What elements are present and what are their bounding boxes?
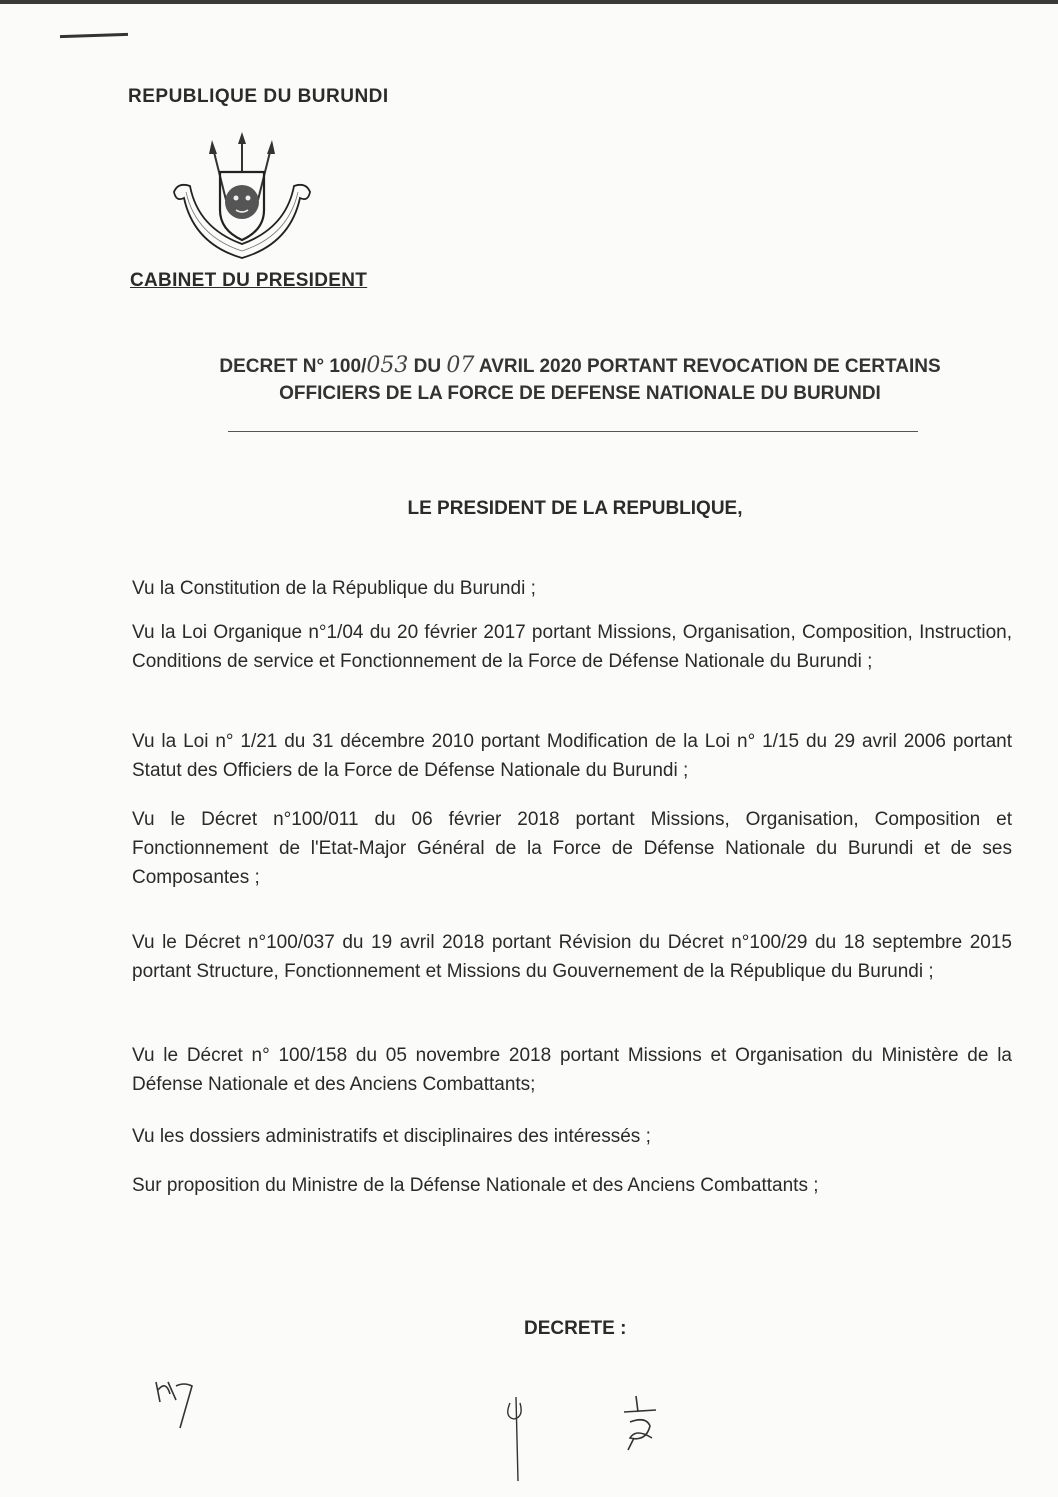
consideration-paragraph: Sur proposition du Ministre de la Défense Nationale et des Anciens Combattants ; [132,1175,819,1196]
consideration-paragraph: Vu le Décret n°100/011 du 06 février 2018 portant Missions, Organisation, Composition et Fonctionnement de l'Etat-Major Général de la Force de Défense Nationale du Burundi et de ses Composantes ; [132,809,1012,888]
decree-prefix: DECRET N° 100/ [219,356,367,377]
president-heading: LE PRESIDENT DE LA REPUBLIQUE, [407,498,743,519]
title-divider [228,431,918,432]
cabinet-heading: CABINET DU PRESIDENT [130,270,368,291]
decrete-heading: DECRETE : [524,1318,627,1339]
decree-title-line-2: OFFICIERS DE LA FORCE DE DEFENSE NATIONALE DU BURUNDI [279,383,881,404]
consideration-paragraph: Vu le Décret n°100/037 du 19 avril 2018 portant Révision du Décret n°100/29 du 18 septembre 2015 portant Structure, Fonctionnement et Missions du Gouvernement de la République du Burundi ; [132,932,1012,982]
handwritten-initials-3 [616,1392,666,1452]
consideration-paragraph: Vu les dossiers administratifs et disciplinaires des intéressés ; [132,1126,651,1147]
decree-title-line-1 [150,352,1010,380]
decree-number-handwritten: 053 [366,353,409,378]
handwritten-initials-2 [500,1395,540,1485]
consideration-paragraph: Vu le Décret n° 100/158 du 05 novembre 2018 portant Missions et Organisation du Ministère de la Défense Nationale et des Anciens Combattants; [132,1045,1012,1095]
decree-day-handwritten: 07 [446,353,475,378]
decree-date-rest: AVRIL 2020 PORTANT REVOCATION DE CERTAINS [474,356,941,377]
coat-of-arms-emblem [168,132,316,264]
decree-du: DU [408,356,447,377]
republic-heading: REPUBLIQUE DU BURUNDI [128,86,389,107]
consideration-paragraph: Vu la Loi Organique n°1/04 du 20 février 2017 portant Missions, Organisation, Composition, Instruction, Conditions de service et Fonctionnement de la Force de Défense Nationale du Burundi ; [132,622,1012,672]
corner-pen-mark [60,33,128,38]
consideration-paragraph: Vu la Loi n° 1/21 du 31 décembre 2010 portant Modification de la Loi n° 1/15 du 29 avril 2006 portant Statut des Officiers de la Force de Défense Nationale du Burundi ; [132,731,1012,781]
decree-title [150,352,1010,407]
consideration-paragraph: Vu la Constitution de la République du Burundi ; [132,578,536,599]
handwritten-initials-1 [150,1372,200,1432]
scan-top-edge [0,0,1058,4]
